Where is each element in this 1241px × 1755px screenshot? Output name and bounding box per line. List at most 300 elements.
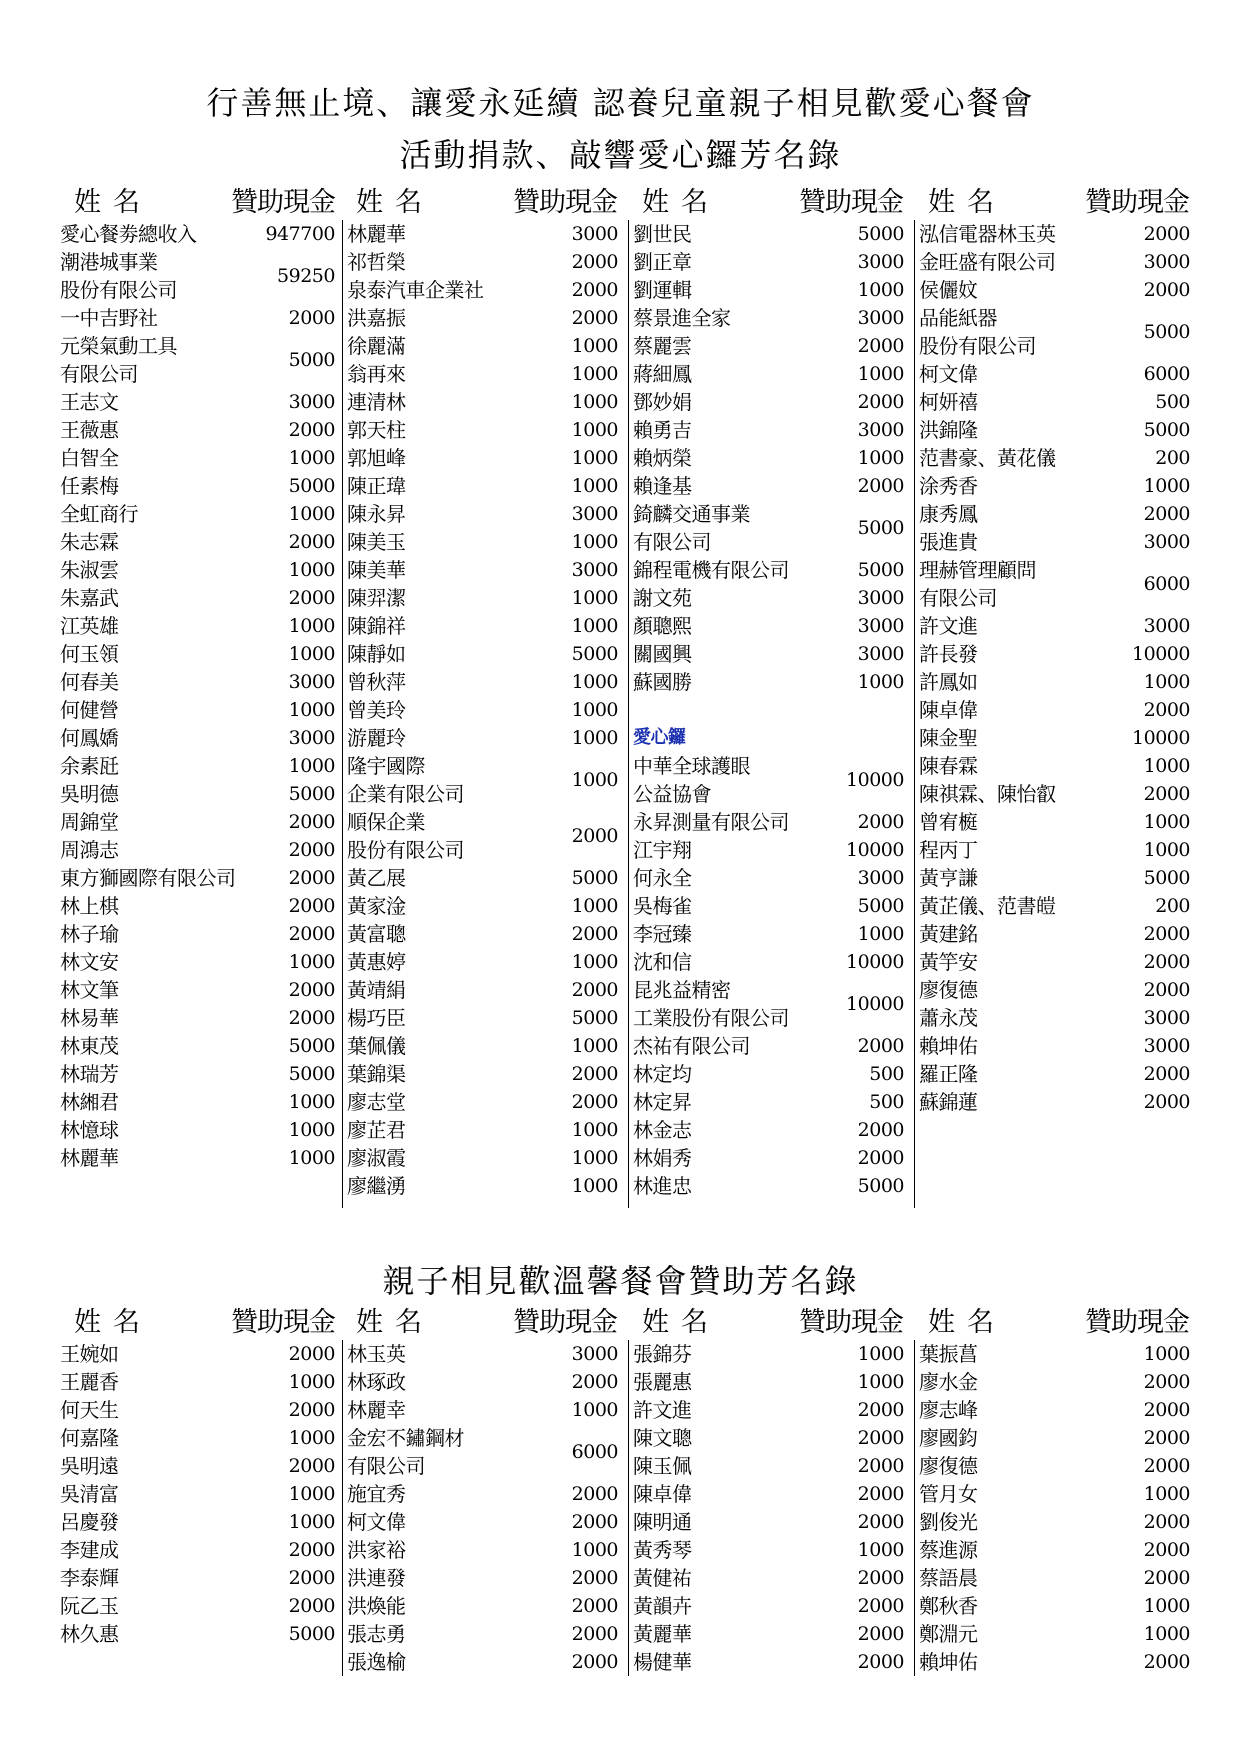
donor-name bbox=[919, 920, 978, 948]
donation-amount: 2000 bbox=[1143, 1511, 1190, 1533]
donor-name-line: 白智全 bbox=[60, 446, 119, 470]
donation-amount: 2000 bbox=[1143, 923, 1190, 945]
donor-name bbox=[633, 1424, 692, 1452]
donation-amount: 5000 bbox=[1143, 419, 1190, 441]
donor-name bbox=[919, 1536, 978, 1564]
donation-amount: 1000 bbox=[571, 727, 618, 749]
donor-name bbox=[60, 1116, 119, 1144]
donation-amount: 500 bbox=[869, 1063, 904, 1085]
donor-name-line: 柯文偉 bbox=[919, 362, 978, 386]
donor-name-line: 江宇翔 bbox=[633, 838, 692, 862]
donor-name-line: 有限公司 bbox=[633, 530, 711, 554]
donor-name bbox=[633, 724, 686, 752]
donor-row bbox=[919, 500, 1190, 528]
donor-name bbox=[60, 948, 119, 976]
donor-name-line: 廖水金 bbox=[919, 1370, 978, 1394]
donation-amount: 3000 bbox=[571, 559, 618, 581]
donor-row bbox=[919, 752, 1190, 780]
donor-name-line: 林子瑜 bbox=[60, 922, 119, 946]
donation-amount: 1000 bbox=[288, 503, 335, 525]
donor-name bbox=[60, 612, 119, 640]
donor-name bbox=[919, 472, 978, 500]
donor-name bbox=[633, 612, 692, 640]
donation-amount: 1000 bbox=[571, 531, 618, 553]
donor-row bbox=[633, 220, 904, 248]
donor-name-line: 徐麗滿 bbox=[347, 334, 406, 358]
donor-row bbox=[60, 864, 335, 892]
donation-amount: 1000 bbox=[571, 447, 618, 469]
donor-row bbox=[347, 444, 618, 472]
donor-name-line: 任素梅 bbox=[60, 474, 119, 498]
donor-row bbox=[60, 780, 335, 808]
donor-name-line: 黃健祐 bbox=[633, 1566, 692, 1590]
donor-name-line: 江英雄 bbox=[60, 614, 119, 638]
donation-amount: 1000 bbox=[288, 1091, 335, 1113]
donor-name-line: 柯文偉 bbox=[347, 1510, 406, 1534]
donation-amount: 1000 bbox=[571, 335, 618, 357]
donation-amount: 2000 bbox=[288, 923, 335, 945]
donor-name bbox=[633, 304, 731, 332]
donation-amount: 2000 bbox=[857, 335, 904, 357]
donor-name bbox=[60, 1564, 119, 1592]
donation-amount: 5000 bbox=[288, 1623, 335, 1645]
donor-name-line: 賴坤佑 bbox=[919, 1650, 978, 1674]
donation-amount: 1000 bbox=[857, 1343, 904, 1365]
donation-amount: 3000 bbox=[1143, 1007, 1190, 1029]
donor-name bbox=[347, 332, 406, 360]
donor-name-line: 一中吉野社 bbox=[60, 306, 158, 330]
donation-amount: 1000 bbox=[857, 1371, 904, 1393]
donor-row bbox=[60, 724, 335, 752]
donor-name-line: 林瑞芳 bbox=[60, 1062, 119, 1086]
donor-row bbox=[919, 220, 1190, 248]
donor-row bbox=[347, 584, 618, 612]
donor-name-line: 楊健華 bbox=[633, 1650, 692, 1674]
donation-amount: 3000 bbox=[571, 223, 618, 245]
donor-name-line: 蔡語晨 bbox=[919, 1566, 978, 1590]
donor-row bbox=[60, 1508, 335, 1536]
donor-row bbox=[60, 248, 335, 304]
donor-name-line: 黃建銘 bbox=[919, 922, 978, 946]
donor-name bbox=[347, 528, 406, 556]
header-name: 姓名 bbox=[642, 187, 720, 218]
donor-name bbox=[60, 1592, 119, 1620]
donor-name bbox=[633, 1060, 692, 1088]
donor-row bbox=[347, 892, 618, 920]
donor-name bbox=[633, 864, 692, 892]
donor-name bbox=[919, 304, 1036, 360]
donor-row bbox=[633, 360, 904, 388]
donor-name-line: 吳明德 bbox=[60, 782, 119, 806]
donor-name-line: 蘇國勝 bbox=[633, 670, 692, 694]
donor-name-line: 陳文聰 bbox=[633, 1426, 692, 1450]
donor-row bbox=[633, 1424, 904, 1452]
section2-title: 親子相見歡溫馨餐會贊助芳名錄 bbox=[382, 1262, 859, 1300]
donor-name-line: 沈和信 bbox=[633, 950, 692, 974]
donor-name bbox=[347, 892, 406, 920]
donor-name bbox=[919, 1620, 978, 1648]
donation-amount: 1000 bbox=[571, 587, 618, 609]
donation-amount: 2000 bbox=[857, 391, 904, 413]
donor-name bbox=[60, 696, 119, 724]
donor-name-line: 陳正瑋 bbox=[347, 474, 406, 498]
donor-row bbox=[633, 444, 904, 472]
donation-amount: 3000 bbox=[857, 867, 904, 889]
donation-amount: 500 bbox=[869, 1091, 904, 1113]
donor-name-line: 吳梅雀 bbox=[633, 894, 692, 918]
donor-name bbox=[60, 780, 119, 808]
donation-amount: 1000 bbox=[571, 1119, 618, 1141]
donor-name-line: 羅正隆 bbox=[919, 1062, 978, 1086]
donation-amount: 1000 bbox=[857, 923, 904, 945]
donor-name-line: 關國興 bbox=[633, 642, 692, 666]
donation-amount: 1000 bbox=[288, 951, 335, 973]
donor-name-line: 黃竽安 bbox=[919, 950, 978, 974]
donation-amount: 3000 bbox=[571, 503, 618, 525]
donor-name-line: 許文進 bbox=[633, 1398, 692, 1422]
donor-row bbox=[633, 808, 904, 836]
donor-name bbox=[633, 1564, 692, 1592]
main-title: 行善無止境、讓愛永延續 認養兒童親子相見歡愛心餐會 bbox=[206, 84, 1035, 122]
donor-name bbox=[633, 1452, 692, 1480]
donor-name-line: 陳祺霖、陳怡叡 bbox=[919, 782, 1056, 806]
section1-column-3 bbox=[628, 220, 904, 1208]
donation-amount: 2000 bbox=[571, 1567, 618, 1589]
donor-name bbox=[633, 1592, 692, 1620]
donor-name bbox=[347, 920, 406, 948]
donor-row bbox=[633, 556, 904, 584]
donor-row bbox=[60, 668, 335, 696]
donor-row bbox=[919, 1564, 1190, 1592]
donor-name-line: 陳永昇 bbox=[347, 502, 406, 526]
donor-name-line: 順保企業 bbox=[347, 810, 425, 834]
donor-name bbox=[60, 1004, 119, 1032]
donation-amount: 1000 bbox=[1143, 811, 1190, 833]
donor-row bbox=[347, 1508, 618, 1536]
donor-name-line: 潮港城事業 bbox=[60, 250, 158, 274]
donor-name-line: 黃亨謙 bbox=[919, 866, 978, 890]
donor-row bbox=[347, 668, 618, 696]
donor-name-line: 洪連發 bbox=[347, 1566, 406, 1590]
donor-name bbox=[633, 500, 750, 556]
donor-name bbox=[60, 640, 119, 668]
donor-row bbox=[633, 892, 904, 920]
donor-name bbox=[633, 388, 692, 416]
donor-row bbox=[347, 724, 618, 752]
donor-name-line: 王志文 bbox=[60, 390, 119, 414]
donor-name bbox=[633, 1648, 692, 1676]
section2-column-3 bbox=[628, 1340, 904, 1676]
donor-name bbox=[347, 668, 406, 696]
donor-name-line: 陳卓偉 bbox=[919, 698, 978, 722]
donor-name-line: 洪錦隆 bbox=[919, 418, 978, 442]
donor-name bbox=[633, 1144, 692, 1172]
donor-name-line: 元榮氣動工具 bbox=[60, 334, 177, 358]
donor-row bbox=[347, 1620, 618, 1648]
donor-name-line: 許鳳如 bbox=[919, 670, 978, 694]
donor-name-line: 廖繼湧 bbox=[347, 1174, 406, 1198]
donor-row bbox=[633, 1452, 904, 1480]
donor-name bbox=[60, 416, 119, 444]
donor-name bbox=[633, 220, 692, 248]
donor-name bbox=[919, 1508, 978, 1536]
donor-name-line: 吳清富 bbox=[60, 1482, 119, 1506]
donor-row bbox=[919, 388, 1190, 416]
donor-name-line: 謝文苑 bbox=[633, 586, 692, 610]
donor-name bbox=[347, 1592, 406, 1620]
donor-name bbox=[60, 388, 119, 416]
donor-row bbox=[347, 1424, 618, 1480]
donor-name-line: 翁再來 bbox=[347, 362, 406, 386]
donor-name bbox=[919, 780, 1056, 808]
donor-name bbox=[60, 1032, 119, 1060]
donor-row bbox=[347, 640, 618, 668]
donation-amount: 2000 bbox=[571, 1511, 618, 1533]
donor-name bbox=[60, 920, 119, 948]
donation-amount: 1000 bbox=[288, 1119, 335, 1141]
donation-amount: 5000 bbox=[1143, 867, 1190, 889]
donor-name bbox=[347, 556, 406, 584]
donor-name bbox=[919, 1424, 978, 1452]
donation-amount: 2000 bbox=[857, 1567, 904, 1589]
donor-name bbox=[60, 444, 119, 472]
donor-row bbox=[60, 444, 335, 472]
donor-name-line: 何鳳嬌 bbox=[60, 726, 119, 750]
donor-row bbox=[60, 1060, 335, 1088]
donor-row bbox=[347, 248, 618, 276]
donation-amount: 2000 bbox=[571, 1091, 618, 1113]
donor-name bbox=[347, 1620, 406, 1648]
donor-name-line: 祁哲榮 bbox=[347, 250, 406, 274]
donor-name-line: 泓信電器林玉英 bbox=[919, 222, 1056, 246]
donor-name bbox=[347, 696, 406, 724]
donor-name bbox=[633, 1480, 692, 1508]
donor-name-line: 陳卓偉 bbox=[633, 1482, 692, 1506]
donor-name bbox=[919, 416, 978, 444]
donor-name-line: 黃靖絹 bbox=[347, 978, 406, 1002]
donor-row bbox=[60, 416, 335, 444]
donor-row bbox=[347, 1592, 618, 1620]
donor-name bbox=[347, 808, 464, 864]
donor-row bbox=[60, 612, 335, 640]
donor-name bbox=[919, 892, 1056, 920]
donor-name bbox=[60, 1424, 119, 1452]
donation-amount: 3000 bbox=[857, 251, 904, 273]
donor-name bbox=[633, 584, 692, 612]
donor-name bbox=[60, 976, 119, 1004]
donation-amount: 10000 bbox=[1132, 727, 1190, 749]
donation-amount: 1000 bbox=[288, 643, 335, 665]
donor-name-line: 顏聰熙 bbox=[633, 614, 692, 638]
donation-amount: 5000 bbox=[1143, 321, 1190, 343]
donor-name-line: 何健營 bbox=[60, 698, 119, 722]
donor-name-line: 陳明通 bbox=[633, 1510, 692, 1534]
donation-amount: 10000 bbox=[846, 839, 904, 861]
donor-name-line: 隆宇國際 bbox=[347, 754, 425, 778]
donor-name-line: 林進忠 bbox=[633, 1174, 692, 1198]
donation-amount: 3000 bbox=[857, 307, 904, 329]
donor-name bbox=[919, 1396, 978, 1424]
header-name: 姓名 bbox=[642, 1307, 720, 1338]
donation-amount: 1000 bbox=[571, 1175, 618, 1197]
donor-row bbox=[347, 276, 618, 304]
donor-name-line: 曾美玲 bbox=[347, 698, 406, 722]
donation-amount: 2000 bbox=[1143, 1427, 1190, 1449]
donor-row bbox=[633, 1536, 904, 1564]
donor-row bbox=[60, 304, 335, 332]
donor-row bbox=[919, 668, 1190, 696]
donor-name bbox=[919, 948, 978, 976]
donor-name bbox=[60, 864, 236, 892]
donation-amount: 6000 bbox=[571, 1441, 618, 1463]
donor-name bbox=[347, 1088, 406, 1116]
donor-row bbox=[60, 1340, 335, 1368]
donation-amount: 1000 bbox=[571, 671, 618, 693]
donation-amount: 2000 bbox=[288, 1399, 335, 1421]
donation-amount: 3000 bbox=[1143, 1035, 1190, 1057]
donor-name-line: 理赫管理顧問 bbox=[919, 558, 1036, 582]
donor-row bbox=[60, 1564, 335, 1592]
donor-name bbox=[60, 808, 119, 836]
donor-name-line: 何永全 bbox=[633, 866, 692, 890]
donor-name bbox=[919, 444, 1056, 472]
donor-name-line: 黃乙展 bbox=[347, 866, 406, 890]
donation-amount: 1000 bbox=[1143, 755, 1190, 777]
donor-name-line: 杰祐有限公司 bbox=[633, 1034, 750, 1058]
donation-amount: 2000 bbox=[857, 1595, 904, 1617]
donation-amount: 2000 bbox=[857, 1651, 904, 1673]
donor-name bbox=[347, 976, 406, 1004]
donor-name bbox=[633, 808, 789, 836]
donation-amount: 1000 bbox=[1143, 1483, 1190, 1505]
donation-amount: 2000 bbox=[571, 825, 618, 847]
donor-name bbox=[919, 1564, 978, 1592]
donor-name-line: 廖淑霞 bbox=[347, 1146, 406, 1170]
donor-name-line: 楊巧臣 bbox=[347, 1006, 406, 1030]
donor-name bbox=[60, 528, 119, 556]
donor-row bbox=[919, 1004, 1190, 1032]
donor-row bbox=[60, 220, 335, 248]
donor-name bbox=[60, 1396, 119, 1424]
donor-row bbox=[919, 864, 1190, 892]
donor-row bbox=[919, 920, 1190, 948]
donation-amount: 5000 bbox=[571, 643, 618, 665]
donation-amount: 3000 bbox=[288, 727, 335, 749]
donor-name-line: 賴坤佑 bbox=[919, 1034, 978, 1058]
donor-name bbox=[60, 1144, 119, 1172]
donor-row bbox=[60, 1480, 335, 1508]
donation-amount: 1000 bbox=[571, 895, 618, 917]
donation-amount: 1000 bbox=[1143, 1595, 1190, 1617]
donor-row bbox=[633, 1088, 904, 1116]
donation-amount: 1000 bbox=[1143, 475, 1190, 497]
donor-row bbox=[919, 1424, 1190, 1452]
donor-name bbox=[347, 1648, 406, 1676]
donor-name bbox=[919, 724, 978, 752]
donation-amount: 2000 bbox=[571, 979, 618, 1001]
donor-row bbox=[60, 388, 335, 416]
donor-row bbox=[633, 416, 904, 444]
donor-row bbox=[919, 248, 1190, 276]
donation-amount: 1000 bbox=[571, 615, 618, 637]
donation-amount: 2000 bbox=[288, 1567, 335, 1589]
donor-name-line: 鄧妙娟 bbox=[633, 390, 692, 414]
donor-name-line: 林上棋 bbox=[60, 894, 119, 918]
section2-column-2 bbox=[342, 1340, 618, 1676]
donation-amount: 1000 bbox=[1143, 1623, 1190, 1645]
donor-name-line: 張錦芬 bbox=[633, 1342, 692, 1366]
donor-name-line: 阮乙玉 bbox=[60, 1594, 119, 1618]
donor-row bbox=[633, 696, 904, 724]
donation-amount: 2000 bbox=[1143, 1455, 1190, 1477]
donor-name bbox=[919, 1648, 978, 1676]
donor-name bbox=[633, 920, 692, 948]
donor-name-line: 呂慶發 bbox=[60, 1510, 119, 1534]
donation-amount: 2000 bbox=[857, 1483, 904, 1505]
donor-name bbox=[919, 556, 1036, 612]
donor-name-line: 廖復德 bbox=[919, 978, 978, 1002]
donor-name-line: 劉運輯 bbox=[633, 278, 692, 302]
donor-row bbox=[60, 500, 335, 528]
donor-name-line: 股份有限公司 bbox=[347, 838, 464, 862]
donor-row bbox=[60, 640, 335, 668]
donor-row bbox=[347, 1340, 618, 1368]
donor-name-line: 涂秀香 bbox=[919, 474, 978, 498]
donation-amount: 2000 bbox=[288, 867, 335, 889]
donor-name-line: 林娟秀 bbox=[633, 1146, 692, 1170]
donor-row bbox=[60, 752, 335, 780]
donor-name-line: 黃惠婷 bbox=[347, 950, 406, 974]
donor-row bbox=[919, 528, 1190, 556]
donor-row bbox=[347, 1144, 618, 1172]
donor-name bbox=[633, 1368, 692, 1396]
donor-name bbox=[919, 1452, 978, 1480]
donation-amount: 1000 bbox=[857, 447, 904, 469]
donation-amount: 2000 bbox=[288, 587, 335, 609]
donor-name bbox=[633, 752, 750, 808]
donor-name bbox=[919, 248, 1056, 276]
donor-name-line: 蕭永茂 bbox=[919, 1006, 978, 1030]
donor-name bbox=[347, 1424, 464, 1480]
donor-row bbox=[919, 1508, 1190, 1536]
donor-row bbox=[347, 1088, 618, 1116]
donor-name bbox=[347, 472, 406, 500]
donation-amount: 2000 bbox=[288, 1595, 335, 1617]
donor-name-line: 連清林 bbox=[347, 390, 406, 414]
donor-name-line: 工業股份有限公司 bbox=[633, 1006, 789, 1030]
donor-name bbox=[347, 1032, 406, 1060]
donor-name-line: 永昇測量有限公司 bbox=[633, 810, 789, 834]
donor-name bbox=[919, 976, 978, 1004]
donor-row bbox=[919, 1088, 1190, 1116]
donor-name-line: 陳錦祥 bbox=[347, 614, 406, 638]
donor-name-line: 林文筆 bbox=[60, 978, 119, 1002]
donation-amount: 2000 bbox=[1143, 1091, 1190, 1113]
donation-amount: 2000 bbox=[1143, 1567, 1190, 1589]
donor-name-line: 許長發 bbox=[919, 642, 978, 666]
donor-name bbox=[633, 1032, 750, 1060]
donation-amount: 2000 bbox=[1143, 1651, 1190, 1673]
donor-name bbox=[919, 1592, 978, 1620]
section1-column-4 bbox=[914, 220, 1190, 1208]
donor-name bbox=[633, 556, 789, 584]
donation-amount: 2000 bbox=[571, 1371, 618, 1393]
donation-amount: 2000 bbox=[571, 251, 618, 273]
donation-amount: 5000 bbox=[571, 1007, 618, 1029]
donor-row bbox=[60, 920, 335, 948]
donor-name-line: 陳靜如 bbox=[347, 642, 406, 666]
donation-amount: 2000 bbox=[1143, 279, 1190, 301]
